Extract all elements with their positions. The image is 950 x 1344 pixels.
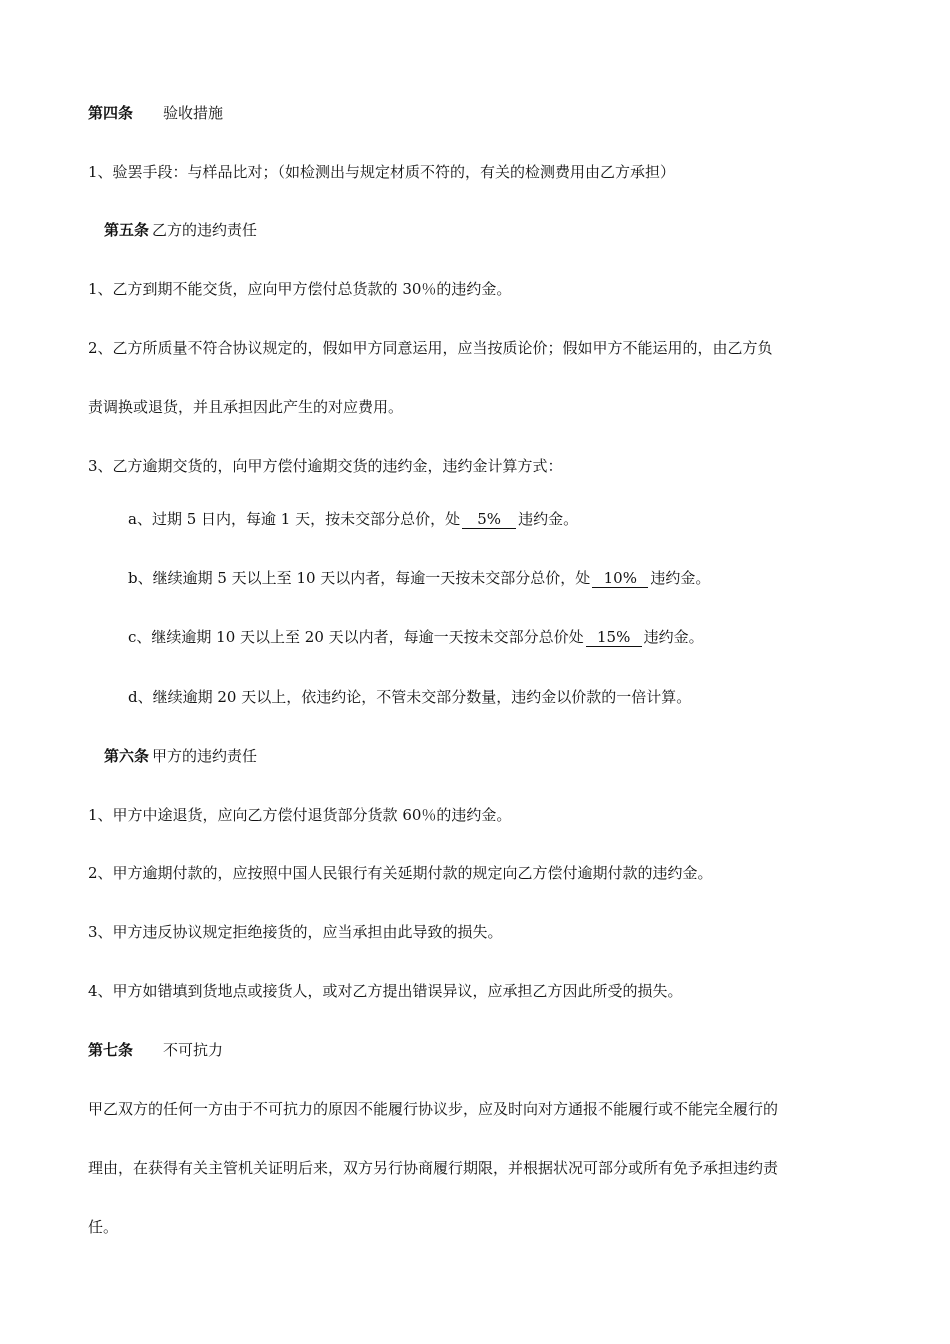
article-6-item-1: 1、甲方中途退货，应向乙方偿付退货部分货款 60％的违约金。 <box>88 806 512 824</box>
article-5-sub-d: d、继续逾期 20 天以上，依违约论，不管未交部分数量，违约金以价款的一倍计算。 <box>128 688 692 706</box>
sub-a-rate: 5% <box>462 510 516 529</box>
article-5-sub-a <box>128 508 578 530</box>
article-6-number: 第六条 <box>104 747 150 765</box>
article-4-title: 验收措施 <box>163 104 224 122</box>
article-7-title: 不可抗力 <box>163 1041 224 1059</box>
sub-c-rate: 15% <box>586 628 642 647</box>
sub-c-suffix: 违约金。 <box>643 628 704 646</box>
article-4-item-1: 1、验罢手段：与样品比对；（如检测出与规定材质不符的，有关的检测费用由乙方承担） <box>88 163 676 181</box>
article-4-heading <box>88 102 223 124</box>
sub-b-text: b、继续逾期 5 天以上至 10 天以内者，每逾一天按未交部分总价，处 <box>128 569 591 587</box>
article-6-title: 甲方的违约责任 <box>152 747 258 765</box>
article-6-item-3: 3、甲方违反协议规定拒绝接货的，应当承担由此导致的损失。 <box>88 923 503 941</box>
article-5-sub-c <box>128 626 704 648</box>
article-6-heading <box>104 745 257 767</box>
article-5-heading <box>104 219 257 241</box>
article-5-item-2-line-2: 责调换或退货，并且承担因此产生的对应费用。 <box>88 398 404 416</box>
sub-a-text: a、过期 5 日内，每逾 1 天，按未交部分总价，处 <box>128 510 461 528</box>
article-7-line-3: 任。 <box>88 1218 119 1236</box>
article-7-line-2: 理由，在获得有关主管机关证明后来，双方另行协商履行期限，并根据状况可部分或所有免予承担违约责 <box>88 1159 779 1177</box>
article-5-title: 乙方的违约责任 <box>152 221 258 239</box>
article-6-item-2: 2、甲方逾期付款的，应按照中国人民银行有关延期付款的规定向乙方偿付逾期付款的违约金。 <box>88 864 713 882</box>
article-5-item-1: 1、乙方到期不能交货，应向甲方偿付总货款的 30％的违约金。 <box>88 280 512 298</box>
article-4-number: 第四条 <box>88 104 134 122</box>
sub-b-rate: 10% <box>592 569 648 588</box>
sub-b-suffix: 违约金。 <box>650 569 711 587</box>
article-7-line-1: 甲乙双方的任何一方由于不可抗力的原因不能履行协议步，应及时向对方通报不能履行或不能完全履行的 <box>88 1100 779 1118</box>
sub-a-suffix: 违约金。 <box>518 510 579 528</box>
article-7-heading <box>88 1039 223 1061</box>
article-7-number: 第七条 <box>88 1041 134 1059</box>
article-5-item-3: 3、乙方逾期交货的，向甲方偿付逾期交货的违约金，违约金计算方式： <box>88 457 563 475</box>
article-6-item-4: 4、甲方如错填到货地点或接货人，或对乙方提出错误异议，应承担乙方因此所受的损失。 <box>88 982 683 1000</box>
article-5-number: 第五条 <box>104 221 150 239</box>
article-5-item-2-line-1: 2、乙方所质量不符合协议规定的，假如甲方同意运用，应当按质论价；假如甲方不能运用的，由乙方负 <box>88 339 773 357</box>
article-5-sub-b <box>128 567 710 589</box>
sub-c-text: c、继续逾期 10 天以上至 20 天以内者，每逾一天按未交部分总价处 <box>128 628 584 646</box>
